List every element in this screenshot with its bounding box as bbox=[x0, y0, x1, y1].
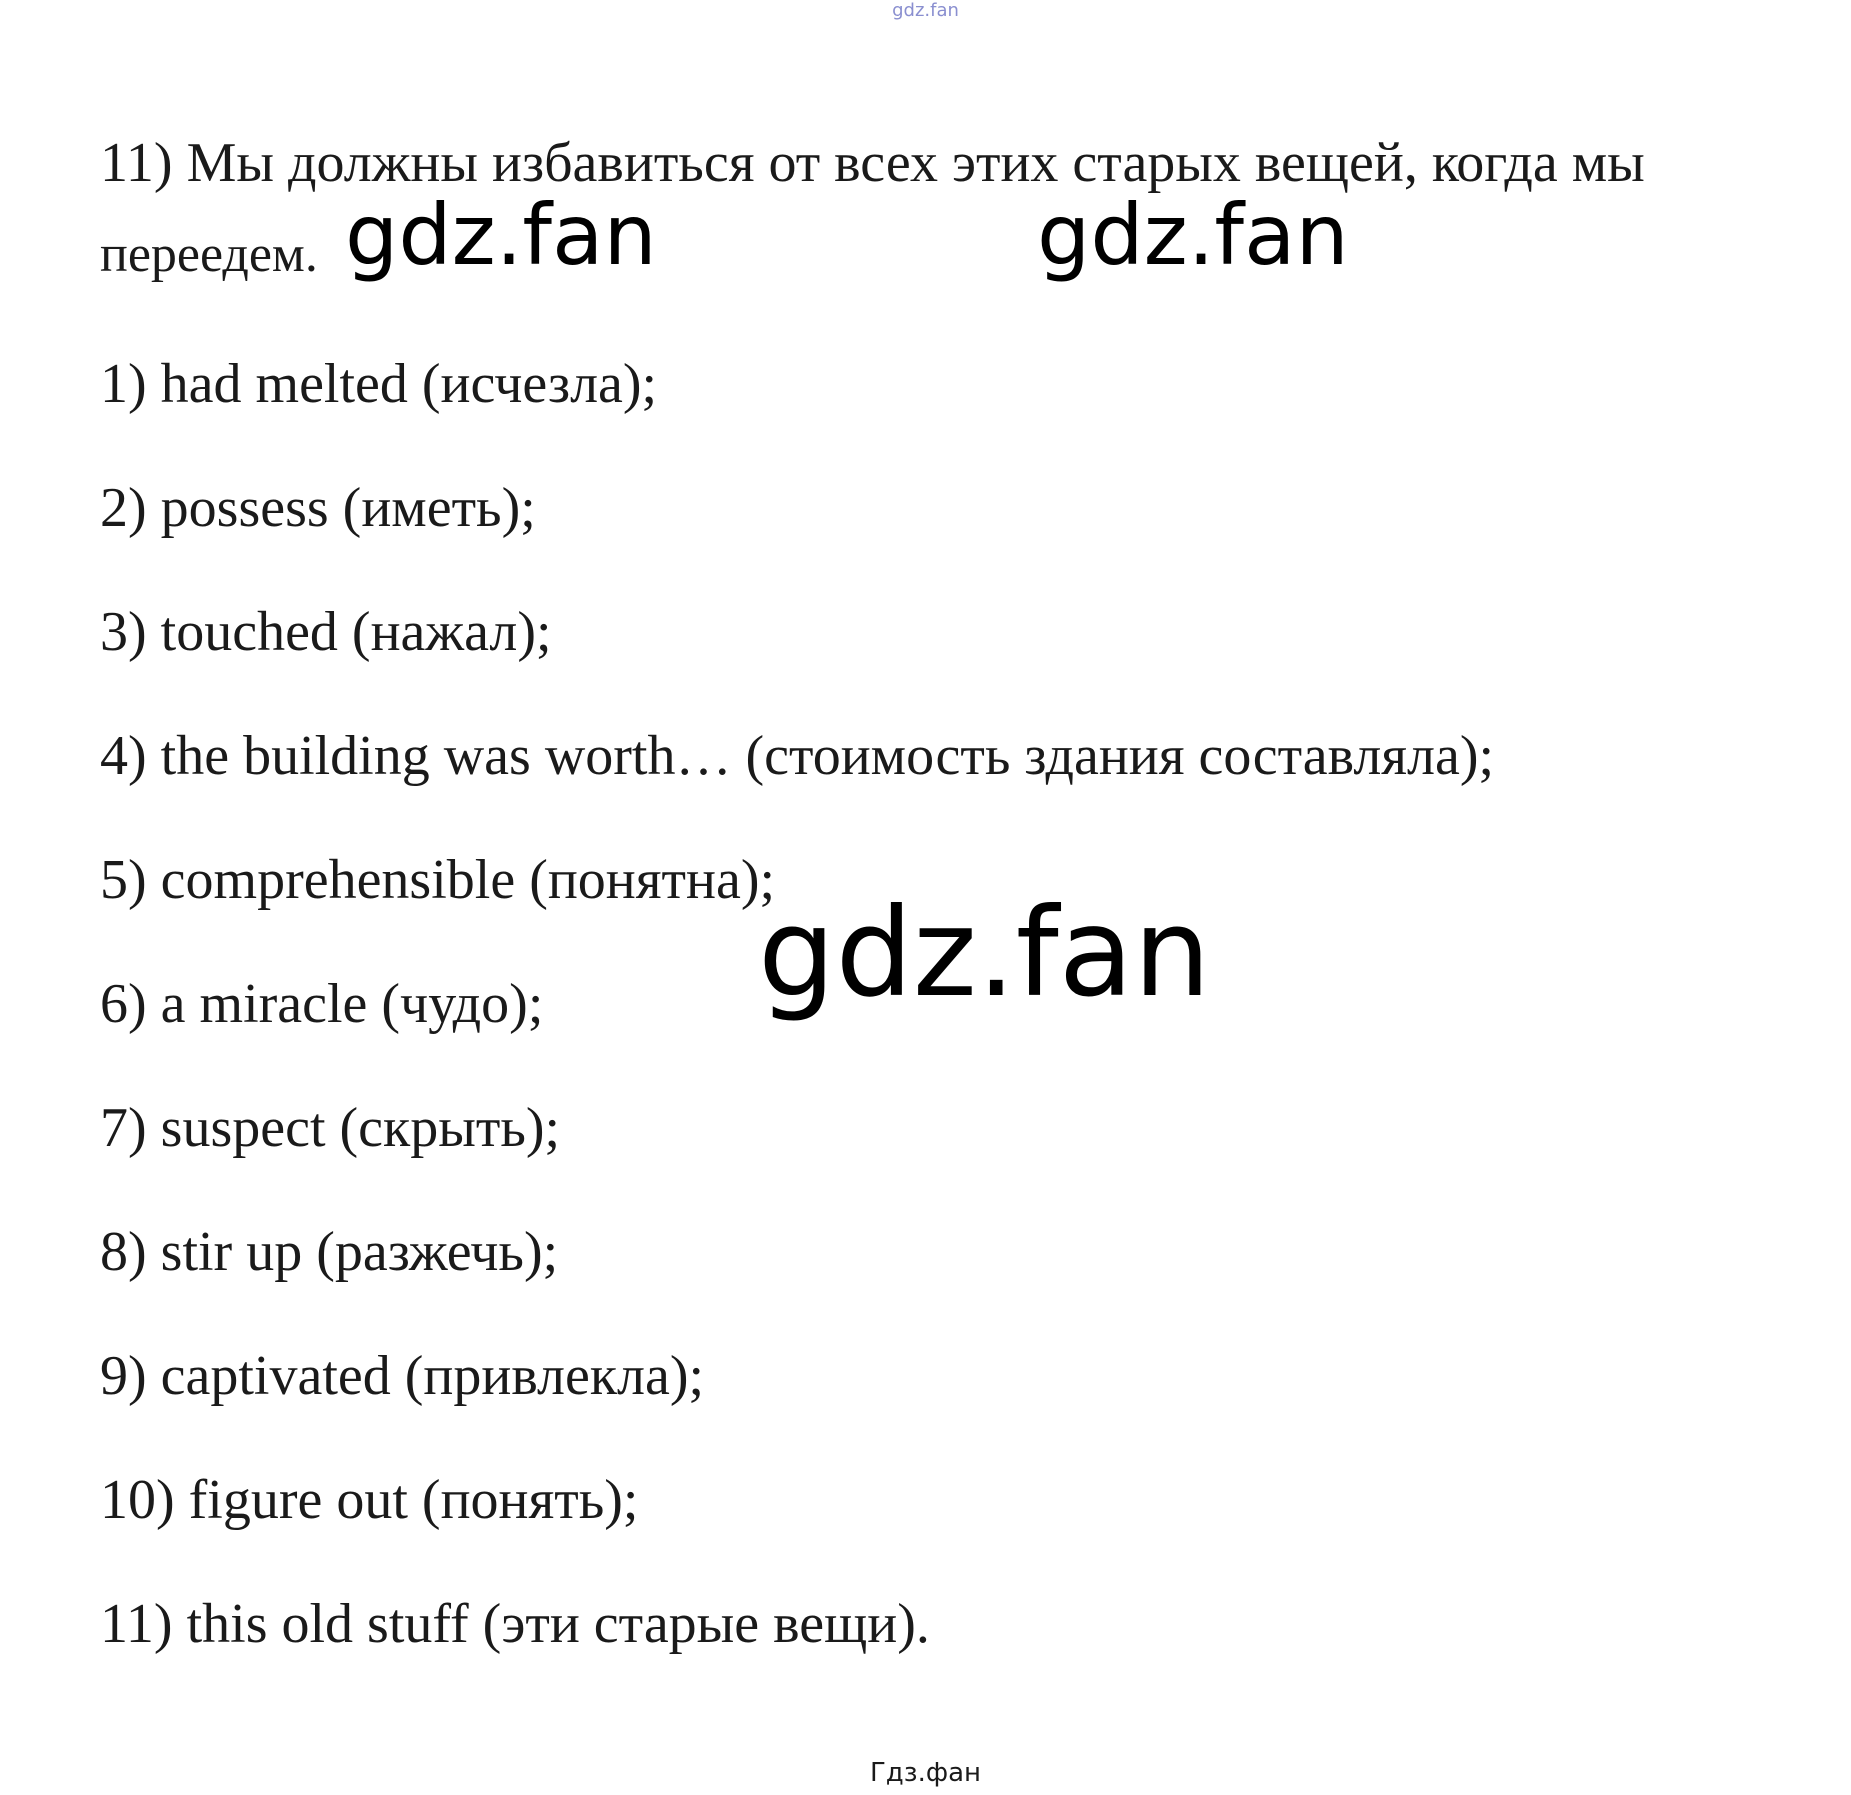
top-watermark: gdz.fan bbox=[892, 0, 959, 21]
watermark-text: gdz.fan bbox=[1037, 186, 1349, 284]
watermark-text: gdz.fan bbox=[345, 186, 657, 284]
footer-text: Гдз.фан bbox=[869, 1758, 982, 1788]
question-line-1: 11) Мы должны избавиться от всех этих старых вещей, когда мы bbox=[100, 132, 1645, 194]
answer-item-5: 5) comprehensible (понятна); bbox=[100, 849, 776, 911]
answer-item-3: 3) touched (нажал); bbox=[100, 601, 552, 663]
answer-item-6: 6) a miracle (чудо); bbox=[100, 973, 544, 1035]
question-line-2: переедем. bbox=[100, 226, 318, 283]
answer-item-2: 2) possess (иметь); bbox=[100, 477, 536, 539]
answer-item-7: 7) suspect (скрыть); bbox=[100, 1097, 561, 1159]
answer-item-8: 8) stir up (разжечь); bbox=[100, 1221, 559, 1283]
watermark-text-large: gdz.fan bbox=[758, 882, 1211, 1024]
answer-item-4: 4) the building was worth… (стоимость здания составляла); bbox=[100, 725, 1495, 787]
answer-item-9: 9) captivated (привлекла); bbox=[100, 1345, 705, 1407]
answer-item-11: 11) this old stuff (эти старые вещи). bbox=[100, 1593, 930, 1655]
answer-item-10: 10) figure out (понять); bbox=[100, 1469, 639, 1531]
answer-item-1: 1) had melted (исчезла); bbox=[100, 353, 658, 415]
